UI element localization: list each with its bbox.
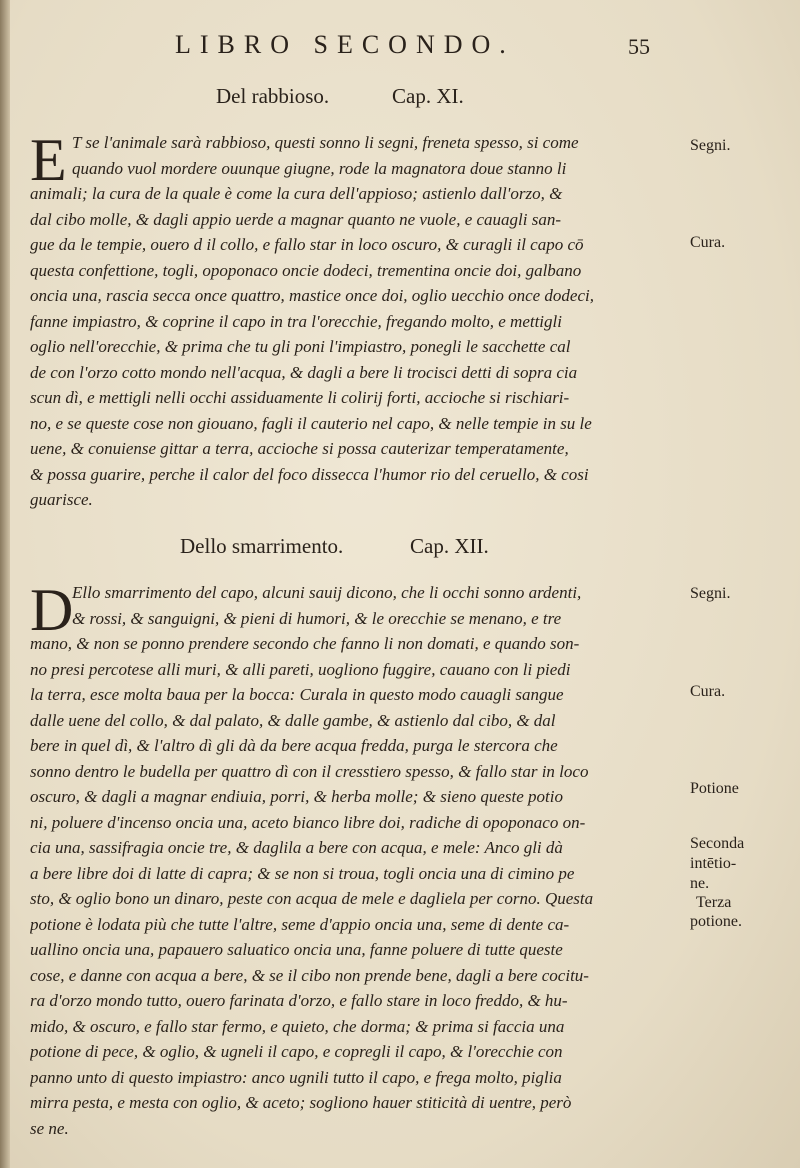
text-line: bere in quel dì, & l'altro dì gli dà da bere acqua fredda, purga le stercora che [30, 736, 558, 755]
text-line: mido, & oscuro, e fallo star fermo, e quieto, che dorma; & prima si faccia una [30, 1016, 565, 1036]
chapter-11-number: Cap. XI. [392, 84, 464, 108]
text-line: fanne impiastro, & coprine il capo in tra l'orecchie, fregando molto, e mettigli [30, 311, 562, 331]
text-line: T se l'animale sarà rabbioso, questi sonno li segni, freneta spesso, si come [72, 133, 579, 152]
margin-note-segni: Segni. [690, 137, 731, 154]
text-line: no, e se queste cose non giouano, fagli il cauterio nel capo, & nelle tempie in su le [30, 413, 592, 433]
text-line: no presi percotese alli muri, & alli pareti, uogliono fuggire, cauano con li piedi [30, 659, 571, 679]
text-line: sto, & oglio bono un dinaro, peste con acqua de mele e dagliela per corno. Questa [30, 889, 594, 908]
chapter-11-title: Del rabbioso. [216, 84, 330, 108]
text-line: potione è lodata più che tutte l'altre, seme d'appio oncia una, seme di dente ca- [30, 914, 570, 934]
page-number: 55 [628, 34, 650, 59]
text-line: de con l'orzo cotto mondo nell'acqua, & dagli a bere li trocisci detti di sopra cia [30, 362, 578, 382]
text-line: & rossi, & sanguigni, & pieni di humori, & le orecchie se menano, e tre [72, 608, 562, 628]
text-line: questa confettione, togli, opoponaco oncie dodeci, trementina oncie doi, galbano [30, 260, 582, 280]
margin-note-potione: Potione [690, 780, 739, 797]
text-line: uene, & conuiense gittar a terra, accioche si possa cauterizar temperatamente, [30, 439, 569, 458]
chapter-12-text [30, 577, 680, 1141]
margin-note-ne: ne. [690, 875, 710, 892]
text-line: scun dì, e mettigli nelli occhi assiduamente li colirij forti, accioche si rischiari- [30, 388, 570, 407]
text-line: dalle uene del collo, & dal palato, & dalle gambe, & astienlo dal cibo, & dal [30, 710, 556, 730]
text-line: cia una, sassifragia oncie tre, & daglila a bere con acqua, e mele: Anco gli dà [30, 838, 563, 857]
margin-note-terza: Terza [696, 894, 732, 911]
margin-note-cura: Cura. [690, 683, 726, 700]
chapter-12-title: Dello smarrimento. [180, 534, 344, 558]
text-line: animali; la cura de la quale è come la cura dell'appioso; astienlo dall'orzo, & [30, 184, 563, 203]
margin-note-potione-2: potione. [690, 913, 742, 930]
page-binding-edge [0, 0, 10, 1168]
text-line: mano, & non se ponno prendere secondo che fanno li non domati, e quando son- [30, 634, 580, 653]
margin-note-cura: Cura. [690, 234, 726, 251]
text-line: & possa guarire, perche il calor del foco dissecca l'humor rio del ceruello, & cosi [30, 464, 589, 484]
drop-cap-e: E [30, 127, 67, 193]
chapter-12-number: Cap. XII. [410, 534, 489, 558]
running-title: LIBRO SECONDO. [175, 30, 515, 59]
text-line: quando vuol mordere ouunque giugne, rode la magnatora doue stanno li [72, 158, 567, 178]
text-line: oncia una, rascia secca once quattro, mastice once doi, oglio uecchio once dodeci, [30, 286, 594, 305]
text-line: potione di pece, & oglio, & ugneli il capo, e copregli il capo, & l'orecchie con [30, 1042, 563, 1061]
text-line: sonno dentro le budella per quattro dì con il cresstiero spesso, & fallo star in loco [30, 761, 589, 781]
text-line: gue da le tempie, ouero d il collo, e fallo star in loco oscuro, & curagli il capo cō [30, 235, 584, 254]
text-line: panno unto di questo impiastro: anco ugnili tutto il capo, e frega molto, piglia [30, 1067, 562, 1087]
text-line: ra d'orzo mondo tutto, ouero farinata d'orzo, e fallo stare in loco freddo, & hu- [30, 991, 568, 1010]
text-line: a bere libre doi di latte di capra; & se non si troua, togli oncia una di cimino pe [30, 863, 575, 883]
chapter-11-text [30, 127, 680, 513]
text-line: oglio nell'orecchie, & prima che tu gli poni l'impiastro, ponegli le sacchette cal [30, 337, 571, 356]
margin-note-intentione: intētio- [690, 855, 737, 872]
text-line: se ne. [30, 1118, 69, 1138]
text-line: cose, e danne con acqua a bere, & se il cibo non prende bene, dagli a bere cocitu- [30, 965, 589, 985]
text-line: la terra, esce molta baua per la bocca: Curala in questo modo cauagli sangue [30, 685, 564, 704]
drop-cap-d: D [30, 577, 74, 643]
text-line: ni, poluere d'incenso oncia una, aceto bianco libre doi, radiche di opoponaco on- [30, 812, 586, 832]
margin-note-seconda: Seconda [690, 835, 745, 852]
text-line: mirra pesta, e mesta con oglio, & aceto; sogliono hauer stiticità di uentre, però [30, 1093, 572, 1112]
margin-note-segni: Segni. [690, 585, 731, 602]
text-line: guarisce. [30, 490, 93, 509]
text-line: uallino oncia una, papauero saluatico oncia una, fanne poluere di tutte queste [30, 940, 563, 959]
text-line: dal cibo molle, & dagli appio uerde a magnar quanto ne vuole, e cauagli san- [30, 209, 562, 229]
text-line: oscuro, & dagli a magnar endiuia, porri, & herba molle; & sieno queste potio [30, 787, 563, 806]
text-line: Ello smarrimento del capo, alcuni sauij dicono, che li occhi sonno ardenti, [72, 583, 582, 602]
